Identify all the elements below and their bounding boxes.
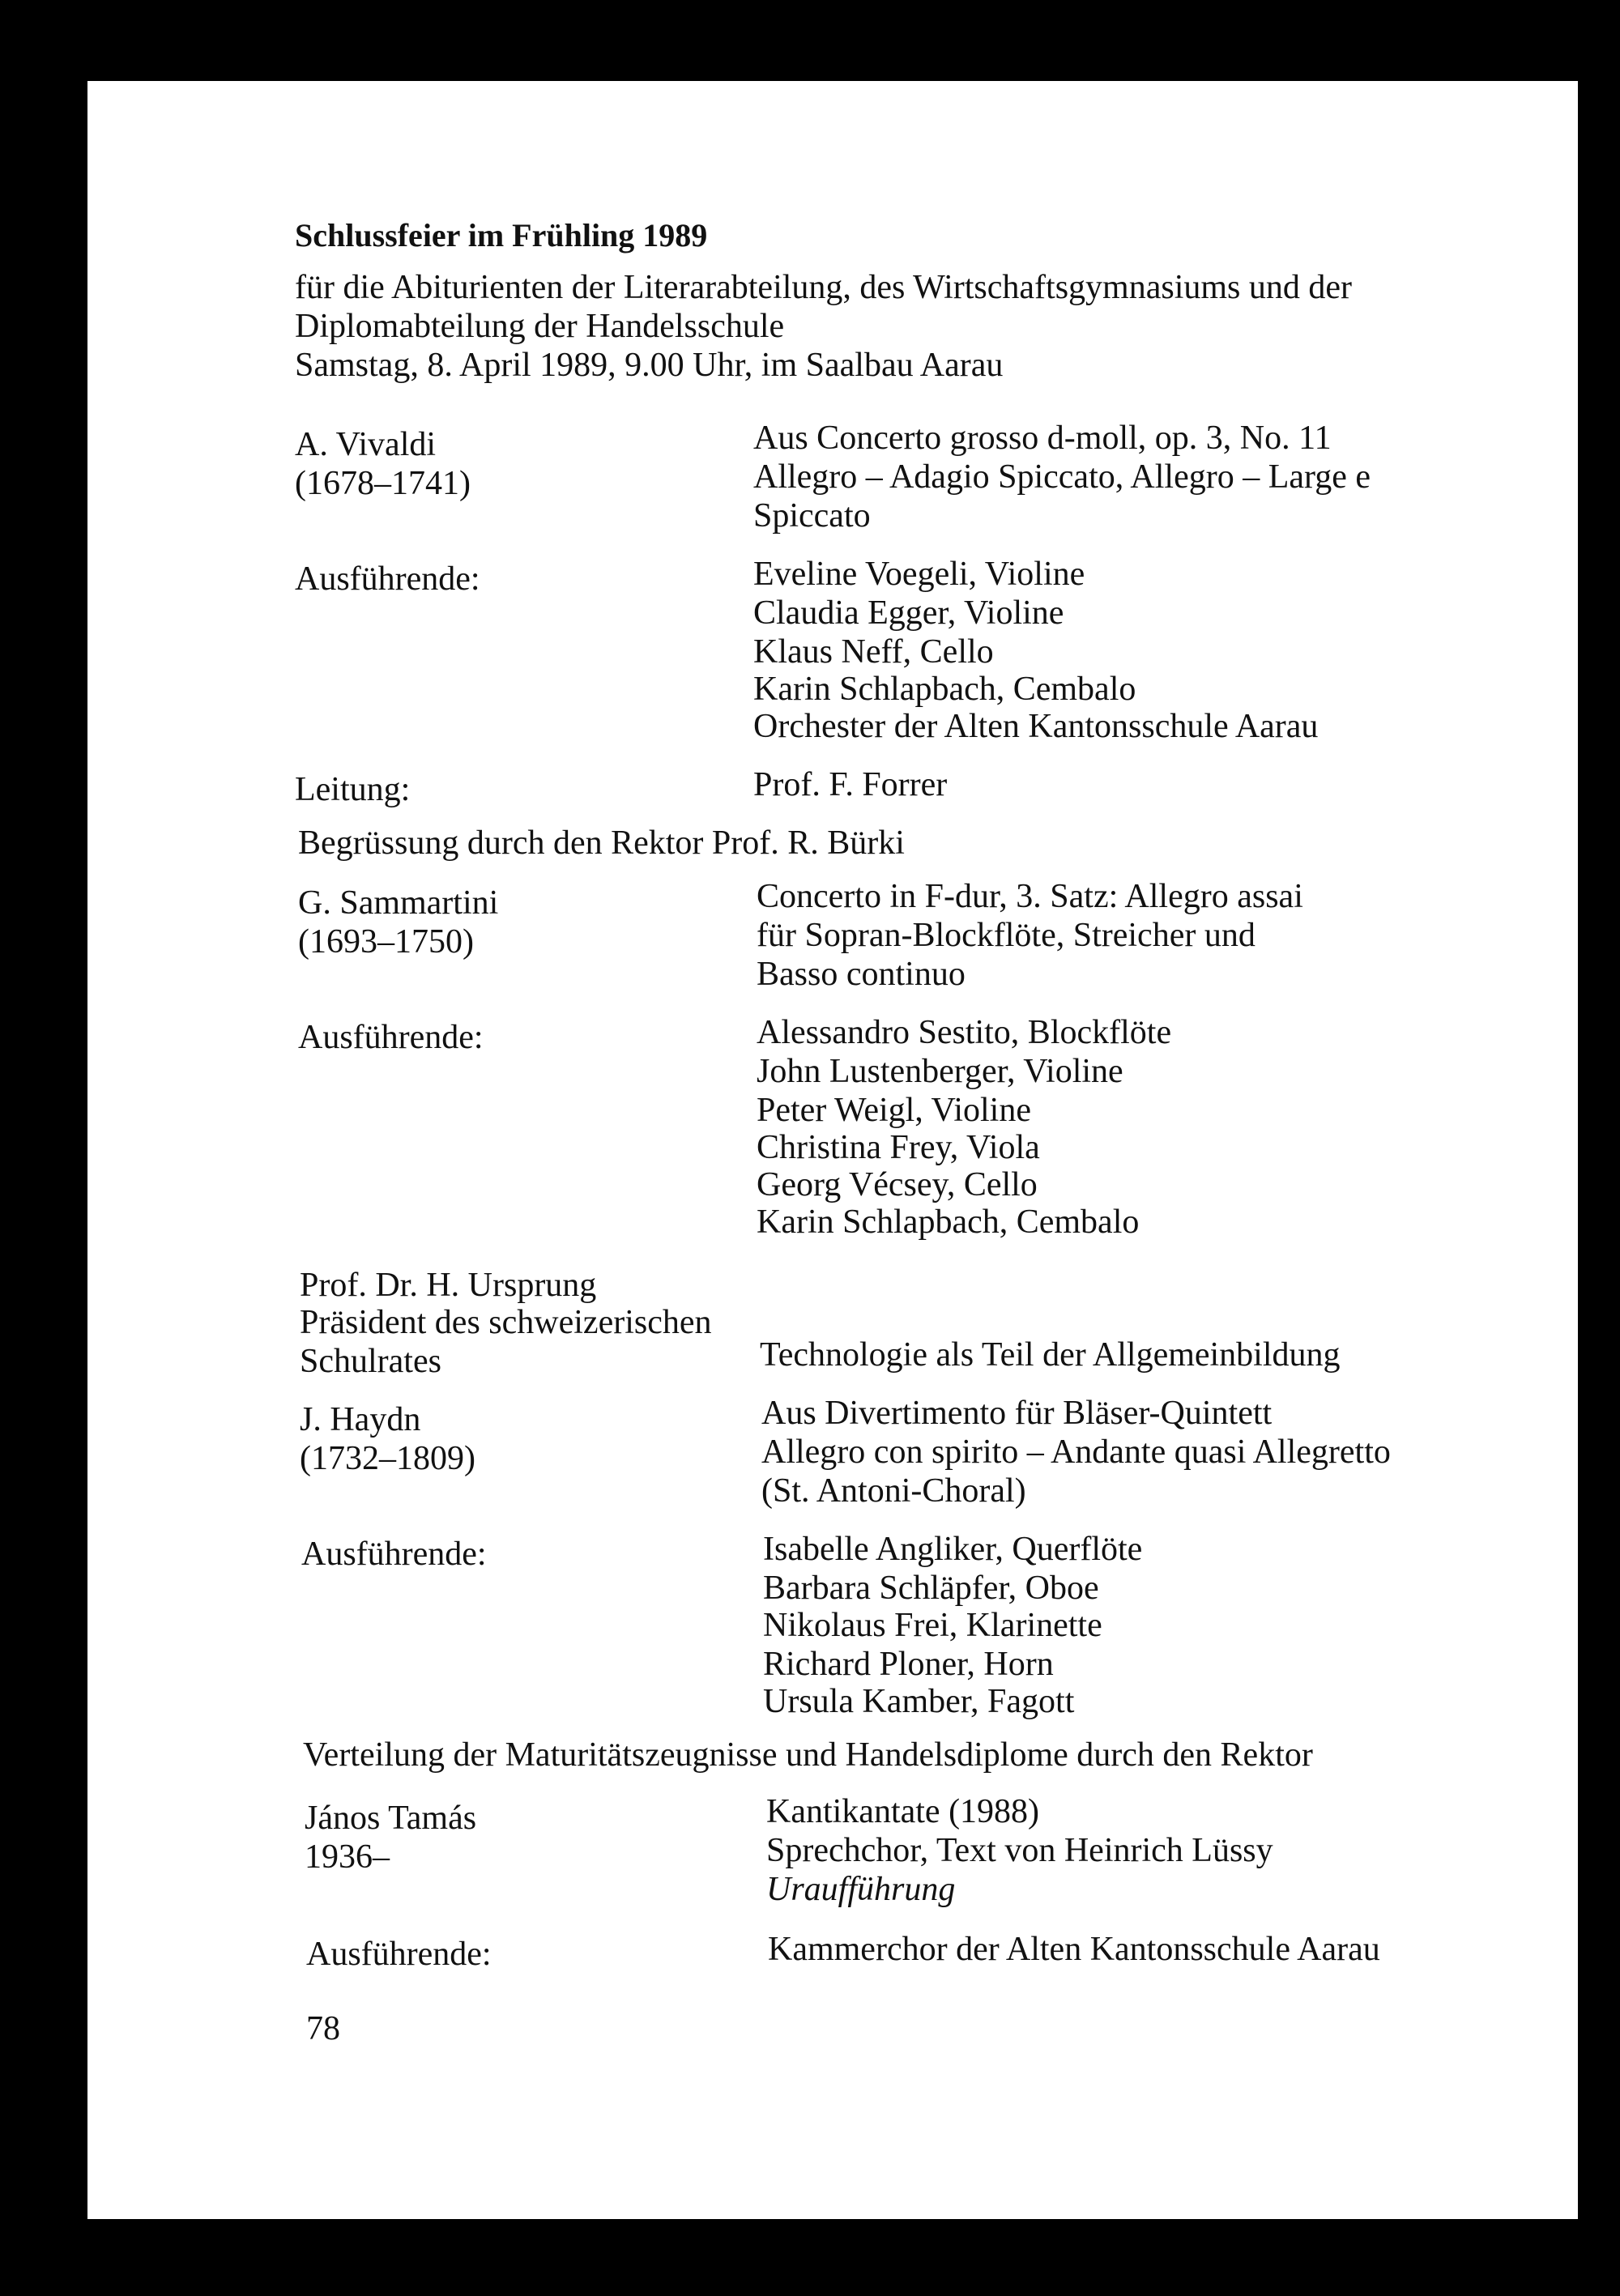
composer-dates: (1693–1750) xyxy=(298,923,474,961)
work-note: Uraufführung xyxy=(766,1871,956,1908)
speaker-line: Prof. Dr. H. Ursprung xyxy=(300,1267,597,1304)
performer: Orchester der Alten Kantonsschule Aarau xyxy=(753,708,1319,745)
performer: Peter Weigl, Violine xyxy=(757,1092,1031,1129)
work-line: Allegro – Adagio Spiccato, Allegro – Large e xyxy=(753,458,1371,496)
work-line: Allegro con spirito – Andante quasi Allegretto xyxy=(761,1433,1391,1471)
performer: Richard Ploner, Horn xyxy=(763,1646,1054,1683)
performers-label: Ausführende: xyxy=(301,1536,487,1573)
performer: Nikolaus Frei, Klarinette xyxy=(763,1607,1102,1644)
performer: Alessandro Sestito, Blockflöte xyxy=(757,1014,1172,1051)
speech-topic: Technologie als Teil der Allgemeinbildung xyxy=(760,1336,1341,1374)
performer: Claudia Egger, Violine xyxy=(753,594,1064,632)
performer: Eveline Voegeli, Violine xyxy=(753,556,1085,593)
work-line: (St. Antoni-Choral) xyxy=(761,1472,1026,1510)
performer: Kammerchor der Alten Kantonsschule Aarau xyxy=(768,1931,1380,1968)
speaker-line: Präsident des schweizerischen xyxy=(300,1304,712,1341)
performers-label: Ausführende: xyxy=(295,560,480,598)
intro-line: Samstag, 8. April 1989, 9.00 Uhr, im Saalbau Aarau xyxy=(295,347,1004,384)
performers-label: Ausführende: xyxy=(306,1936,492,1973)
performer: Karin Schlapbach, Cembalo xyxy=(757,1203,1140,1241)
intro-line: für die Abiturienten der Literarabteilung, des Wirtschaftsgymnasiums und der xyxy=(295,269,1353,306)
work-line: für Sopran-Blockflöte, Streicher und xyxy=(757,917,1256,954)
performer: Barbara Schläpfer, Oboe xyxy=(763,1570,1099,1607)
greeting: Begrüssung durch den Rektor Prof. R. Bürki xyxy=(298,824,905,862)
composer-dates: (1678–1741) xyxy=(295,465,471,502)
conductor-name: Prof. F. Forrer xyxy=(753,766,948,803)
work-line: Spiccato xyxy=(753,497,871,535)
composer-dates: (1732–1809) xyxy=(300,1440,475,1477)
work-line: Sprechchor, Text von Heinrich Lüssy xyxy=(766,1832,1273,1869)
program-page xyxy=(87,81,1578,2219)
performer: Christina Frey, Viola xyxy=(757,1129,1040,1166)
work-line: Aus Concerto grosso d-moll, op. 3, No. 11 xyxy=(753,420,1332,457)
work-line: Basso continuo xyxy=(757,956,966,993)
speaker-line: Schulrates xyxy=(300,1343,441,1380)
performer: Ursula Kamber, Fagott xyxy=(763,1683,1075,1720)
performer: Karin Schlapbach, Cembalo xyxy=(753,671,1136,708)
page-number: 78 xyxy=(306,2010,340,2047)
program-title: Schlussfeier im Frühling 1989 xyxy=(295,217,708,253)
composer-name: A. Vivaldi xyxy=(295,426,437,463)
performer: John Lustenberger, Violine xyxy=(757,1053,1123,1090)
performer: Georg Vécsey, Cello xyxy=(757,1166,1038,1203)
intro-line: Diplomabteilung der Handelsschule xyxy=(295,308,785,345)
composer-name: János Tamás xyxy=(305,1800,477,1837)
work-line: Kantikantate (1988) xyxy=(766,1793,1040,1830)
work-line: Aus Divertimento für Bläser-Quintett xyxy=(761,1395,1273,1432)
composer-name: J. Haydn xyxy=(300,1401,421,1438)
composer-dates: 1936– xyxy=(305,1838,390,1876)
conductor-label: Leitung: xyxy=(295,771,411,808)
performers-label: Ausführende: xyxy=(298,1019,484,1056)
composer-name: G. Sammartini xyxy=(298,884,499,922)
performer: Klaus Neff, Cello xyxy=(753,633,994,671)
distribution-line: Verteilung der Maturitätszeugnisse und Handelsdiplome durch den Rektor xyxy=(303,1736,1313,1774)
work-line: Concerto in F-dur, 3. Satz: Allegro assai xyxy=(757,878,1303,915)
performer: Isabelle Angliker, Querflöte xyxy=(763,1531,1143,1568)
